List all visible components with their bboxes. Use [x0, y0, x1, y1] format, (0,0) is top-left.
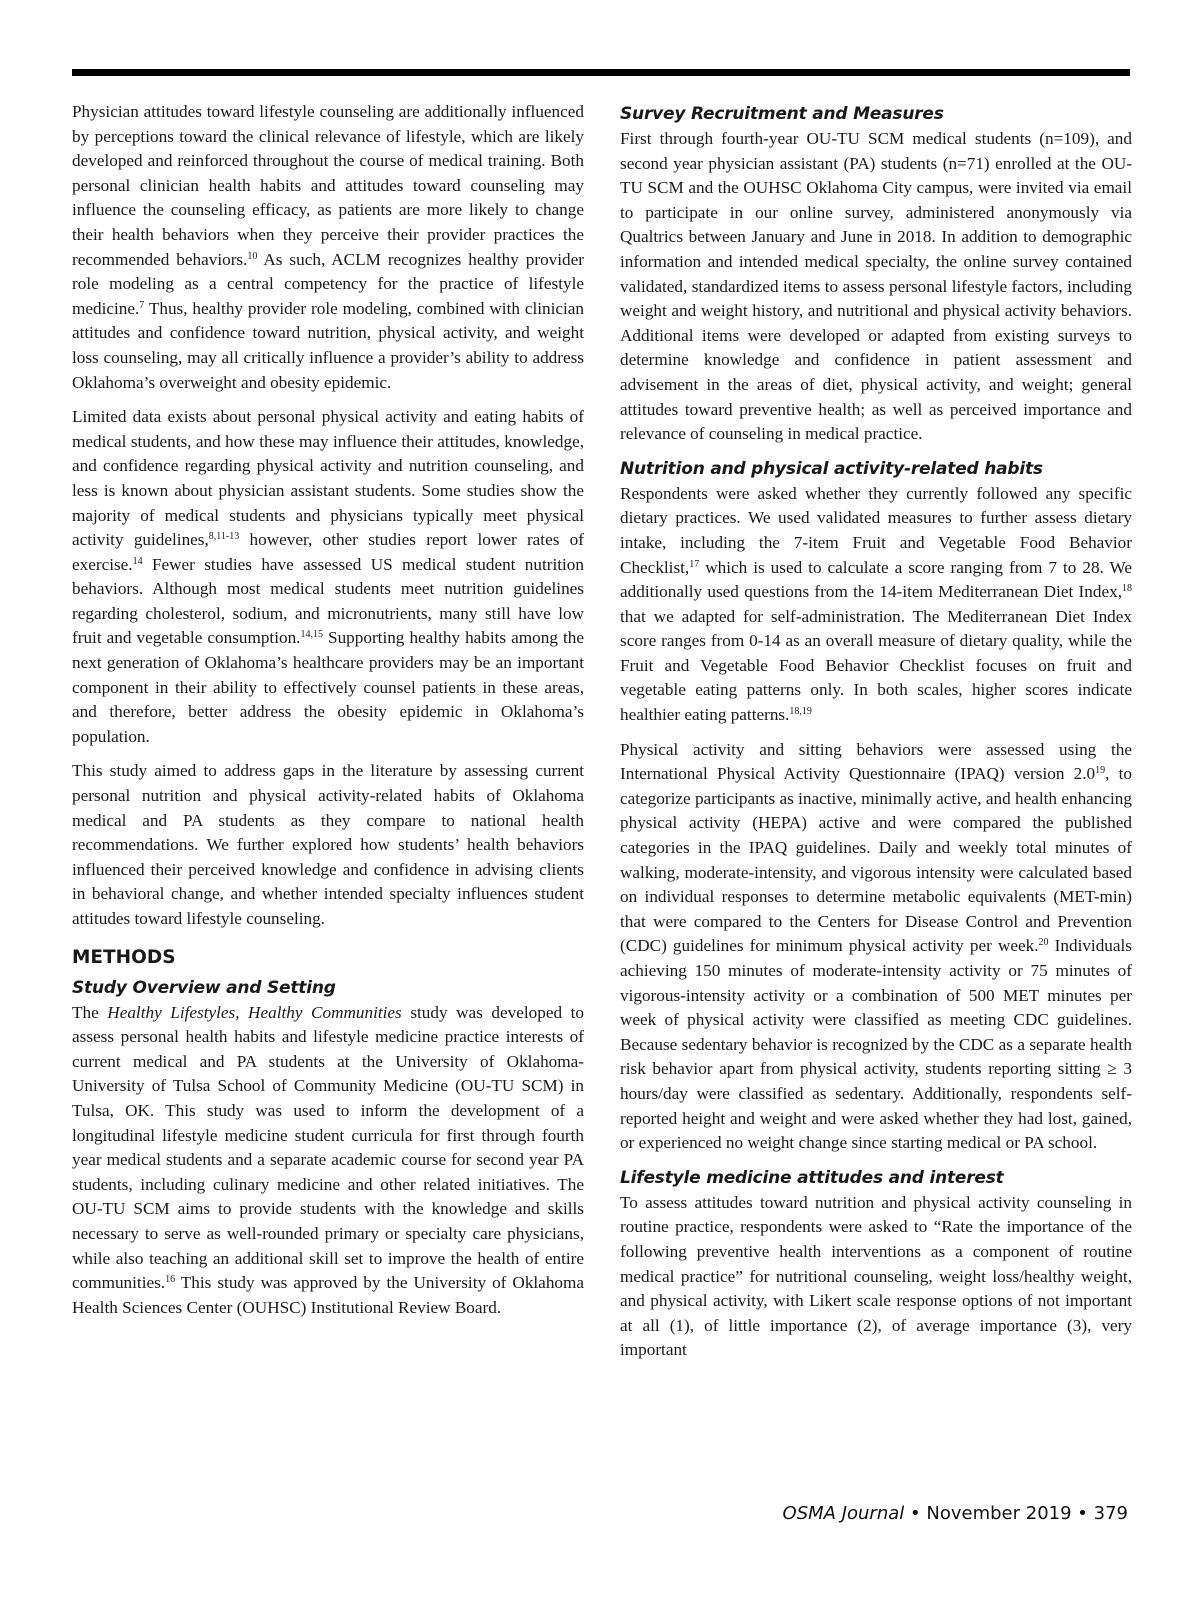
methods-heading: METHODS	[72, 946, 176, 968]
survey-heading: Survey Recruitment and Measures	[620, 104, 944, 124]
page-number: 379	[1093, 1503, 1128, 1524]
nutrition-heading: Nutrition and physical activity-related habits	[620, 458, 1043, 479]
body-paragraph: First through fourth-year OU-TU SCM medical students (n=109), and second year physician assistant (PA) students (n=71) enrolled at the OU-TU SCM and the OUHSC Oklahoma City campus, were invited via email to participate in our online survey, administered anonymously via Qualtrics between January and June in 2018. In addition to demographic information and intended medical specialty, the online survey contained validated, standardized items to assess personal lifestyle factors, including weight and weight history, and nutritional and physical activity behaviors. Additional items were developed or adapted from existing surveys to determine knowledge and confidence in patient assessment and advisement in the areas of diet, physical activity, and weight; general attitudes toward preventive health; as well as perceived importance and relevance of counseling in medical practice.	[620, 129, 1132, 444]
footer-separator: •	[1077, 1503, 1088, 1524]
body-paragraph: This study aimed to address gaps in the literature by assessing current personal nutrition and physical activity-related habits of Oklahoma medical and PA students as they compare to national health recommendations. We further explored how students’ health behaviors influenced their perceived knowledge and confidence in advising clients in behavioral change, and whether intended specialty influences student attitudes toward lifestyle counseling.	[72, 761, 584, 928]
left-column	[72, 100, 584, 1320]
body-paragraph: The Healthy Lifestyles, Healthy Communities study was developed to assess personal health habits and lifestyle medicine practice interests of current medical and PA students at the University of Oklahoma-University of Tulsa School of Community Medicine (OU-TU SCM) in Tulsa, OK. This study was used to inform the development of a longitudinal lifestyle medicine student curricula for first through fourth year medical students and a separate academic course for second year PA students, including culinary medicine and other related initiatives. The OU-TU SCM aims to provide students with the knowledge and skills necessary to serve as well-rounded primary or specialty care physicians, while also teaching an additional skill set to improve the health of entire communities.$^{16}$ This study was approved by the University of Oklahoma Health Sciences Center (OUHSC) Institutional Review Board.	[72, 1002, 584, 1317]
body-paragraph: Physical activity and sitting behaviors were assessed using the International Physical Activity Questionnaire (IPAQ) version $2.0^{19}$, to categorize participants as inactive, minimally active, and health enhancing physical activity (HEPA) active and were compared the published categories in the IPAQ guidelines. Daily and weekly total minutes of walking, moderate-intensity, and vigorous intensity were calculated based on individual responses to determine metabolic equivalents (MET-min) that were compared to the Centers for Disease Control and Prevention (CDC) guidelines for minimum physical activity per week.$^{20}$ Individuals achieving 150 minutes of moderate-intensity activity or 75 minutes of vigorous-intensity activity or a combination of 500 MET minutes per week of physical activity were classified as meeting CDC guidelines. Because sedentary behavior is recognized by the CDC as a separate health risk behavior apart from physical activity, students reporting sitting ≥ 3 hours/day were classified as sedentary. Additionally, respondents self-reported height and weight and were asked whether they had lost, gained, or experienced no weight change since starting medical or PA school.	[620, 739, 1132, 1153]
header-rule	[72, 69, 1130, 76]
footer-separator: •	[910, 1503, 921, 1524]
journal-name: OSMA Journal	[782, 1503, 905, 1524]
body-paragraph: Physician attitudes toward lifestyle counseling are additionally influenced by perceptions toward the clinical relevance of lifestyle, which are likely developed and reinforced throughout the course of medical training. Both personal clinician health habits and attitudes toward counseling may influence the counseling efficacy, as patients are more likely to change their health behaviors when they perceive their provider practices the recommended behaviors.$^{10}$ As such, ACLM recognizes healthy provider role modeling as a central competency for the practice of lifestyle medicine.$^7$ Thus, healthy provider role modeling, combined with clinician attitudes and confidence toward nutrition, physical activity, and weight loss counseling, may all critically influence a provider’s ability to address Oklahoma’s overweight and obesity epidemic.	[72, 102, 584, 392]
right-column	[620, 100, 1132, 1363]
body-paragraph: Limited data exists about personal physical activity and eating habits of medical students, and how these may influence their attitudes, knowledge, and confidence regarding physical activity and nutrition counseling, and less is known about physician assistant students. Some studies show the majority of medical students and physicians typically meet physical activity guidelines,$^{8,11-13}$ however, other studies report lower rates of exercise.$^{14}$ Fewer studies have assessed US medical student nutrition behaviors. Although most medical students meet nutrition guidelines regarding cholesterol, sodium, and micronutrients, many still have low fruit and vegetable consumption.$^{14,15}$ Supporting healthy habits among the next generation of Oklahoma’s healthcare providers may be an important component in their ability to effectively counsel patients in these areas, and therefore, better address the obesity epidemic in Oklahoma’s population.	[72, 407, 584, 746]
page-footer	[783, 1503, 1128, 1524]
issue-date: November 2019	[926, 1503, 1072, 1524]
body-paragraph: To assess attitudes toward nutrition and physical activity counseling in routine practice, respondents were asked to “Rate the importance of the following preventive health interventions as a component of routine medical practice” for nutritional counseling, weight loss/healthy weight, and physical activity, with Likert scale response options of not important at all (1), of little importance (2), of average importance (3), very important	[620, 1192, 1132, 1360]
lifestyle-heading: Lifestyle medicine attitudes and interest	[620, 1167, 1004, 1188]
body-paragraph: Respondents were asked whether they currently followed any specific dietary practices. We used validated measures to further assess dietary intake, including the 7-item Fruit and Vegetable Food Behavior Checklist,$^{17}$ which is used to calculate a score ranging from 7 to 28. We additionally used questions from the 14-item Mediterranean Diet Index,$^{18}$ that we adapted for self-administration. The Mediterranean Diet Index score ranges from 0-14 as an overall measure of dietary quality, while the Fruit and Vegetable Food Behavior Checklist focuses on fruit and vegetable eating patterns only. In both scales, higher scores indicate healthier eating patterns.$^{18,19}$	[620, 483, 1132, 725]
study-overview-heading: Study Overview and Setting	[72, 977, 336, 998]
